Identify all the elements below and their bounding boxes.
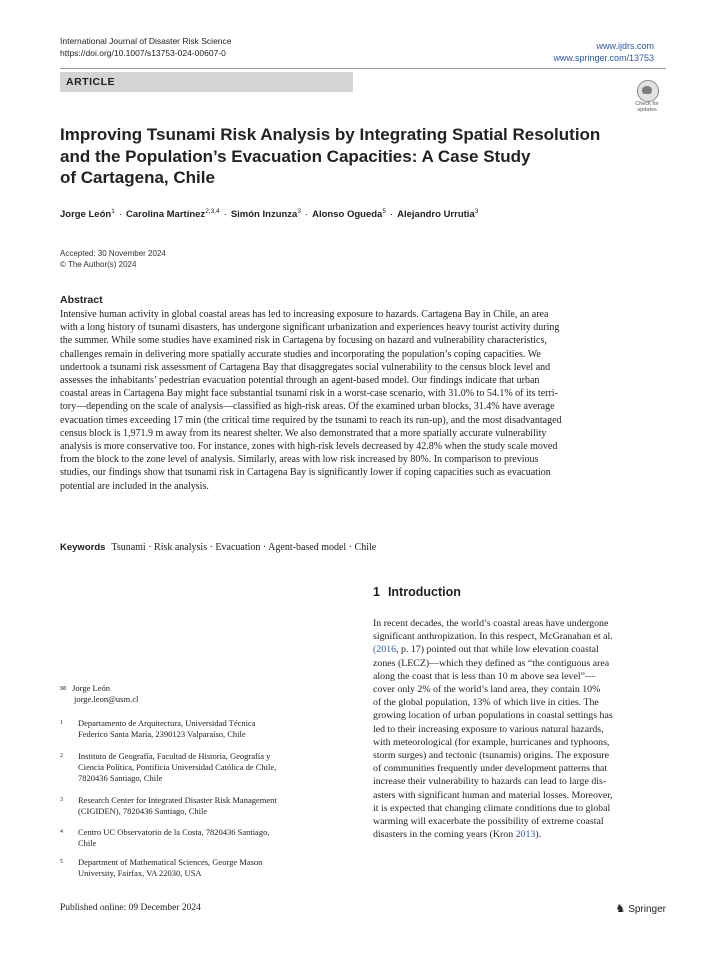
article-dates [60, 248, 166, 270]
author-name[interactable]: Alonso Ogueda [312, 209, 383, 221]
body-line: storm surges) and tectonic (tsunamis) origins. The exposure [373, 750, 610, 762]
journal-website-link[interactable]: www.ijdrs.com [596, 41, 654, 51]
author-affiliation-mark: 3 [297, 208, 301, 215]
affiliation-number: 2 [60, 753, 63, 759]
body-line: warming will exacerbate the possibility of extreme coastal [373, 816, 604, 828]
author-name[interactable]: Simón Inzunza [230, 209, 298, 221]
body-line: along the coast that is less than 10 m above sea level”— [373, 670, 595, 682]
published-online-date: Published online: 09 December 2024 [60, 903, 201, 913]
author-affiliation-mark: 3 [474, 208, 479, 215]
journal-links [553, 40, 654, 64]
author-list [60, 208, 478, 220]
title-line: and the Population’s Evacuation Capacities: A Case Study [60, 146, 531, 166]
author-separator: · [118, 209, 122, 221]
author-separator: · [304, 209, 309, 221]
affiliation-3: 3 Research Center for Integrated Disaster Risk Management (CIGIDEN), 7820436 Santiago, Chile [60, 795, 277, 816]
author-affiliation-mark: 2,3,4 [205, 208, 220, 215]
check-updates-label: Check for updates [635, 101, 659, 113]
abstract-line: tory—depending on the scale of analysis—classified as high-risk areas. Of the examined urban blocks, 31.4% have average [60, 401, 555, 413]
introduction-body [373, 617, 668, 841]
copyright-line: © The Author(s) 2024 [60, 260, 137, 269]
affiliation-number: 1 [60, 720, 63, 726]
affiliation-number: 3 [60, 797, 63, 803]
abstract-line: with a long history of tsunami disasters, has undergone significant urbanization and experiences heavy tourist activity during [60, 322, 560, 334]
body-line: of the global population, 13% of which live in cities. The [373, 697, 599, 709]
envelope-icon: ✉ [60, 684, 67, 693]
author-affiliation-mark: 1 [111, 208, 115, 215]
body-line: In recent decades, the world’s coastal areas have undergone [373, 618, 609, 629]
body-line: of communities frequently under development patterns that [373, 763, 608, 775]
abstract-line: studies, our findings show that tsunami risk in Cartagena Bay is significantly lower if coping capacities such as evacuation [60, 467, 551, 479]
abstract-line: undertook a tsunami risk assessment of Cartagena Bay that disaggregates social vulnerability to the census block level and [60, 361, 551, 373]
header-rule [60, 68, 666, 69]
author-affiliation-mark: 5 [382, 208, 386, 215]
section-heading-introduction [373, 585, 469, 599]
author-name[interactable]: Alejandro Urrutia [397, 209, 475, 221]
abstract-line: the summer. While some studies have examined risk in Cartagena by focusing on hazard and vulnerability characteristics, [60, 335, 547, 347]
affiliation-4: 4 Centro UC Observatorio de la Costa, 7820436 Santiago, Chile [60, 827, 270, 848]
affiliation-2: 2 Instituto de Geografía, Facultad de Historia, Geografía y Ciencia Política, Pontificia Universidad Católica de Chile, 7820436 Santiago, Chile [60, 751, 277, 783]
body-line: with meteorological (for example, hurricanes and typhoons, [373, 736, 610, 748]
body-line: led to their increasing exposure to various natural hazards, [373, 723, 604, 735]
abstract-line: Intensive human activity in global coastal areas has led to increasing exposure to hazards. Cartagena Bay in Chile, an area [60, 309, 549, 320]
abstract-text [60, 308, 667, 493]
corresponding-author-email[interactable]: jorge.leon@usm.cl [74, 694, 139, 704]
abstract-line: analysis is more conservative too. For instance, zones with high-risk levels decreased by 42.8% when the study scale moved [60, 441, 558, 453]
body-text: disasters in the coming years (Kron [373, 829, 516, 841]
body-text: , p. 17) pointed out that while low elevation coastal [396, 644, 599, 656]
body-line: it is expected that changing climate conditions due to global [373, 802, 611, 814]
keywords-label: Keywords [60, 542, 106, 553]
abstract-heading: Abstract [60, 294, 103, 306]
corresponding-author-name: Jorge León [72, 683, 110, 693]
author-name[interactable]: Jorge León [60, 209, 112, 221]
citation-link[interactable]: 2013 [515, 829, 536, 841]
journal-header [60, 35, 232, 59]
section-number: 1 [373, 585, 380, 599]
check-for-updates-badge[interactable] [628, 80, 666, 114]
abstract-line: challenges remain in delivering more spatially accurate studies and incorporating the population’s coping capacities. We [60, 348, 541, 360]
section-title: Introduction [387, 585, 461, 599]
body-line: significant anthropization. In this respect, McGranahan et al. [373, 631, 613, 643]
accepted-date: Accepted: 30 November 2024 [60, 249, 166, 258]
abstract-line: coastal areas in Cartagena Bay might face substantial tsunami risk in a worst-case scenario, with 31.0% to 54.1% of its terri- [60, 388, 558, 400]
check-updates-icon [637, 80, 659, 102]
title-line: Improving Tsunami Risk Analysis by Integrating Spatial Resolution [60, 125, 601, 144]
abstract-line: assesses the inhabitants’ pedestrian evacuation potential through an agent-based model. Our findings indicate that urban [60, 375, 540, 387]
keywords [60, 542, 376, 553]
author-separator: · [389, 209, 394, 221]
springer-logo [615, 902, 666, 915]
body-text: ). [535, 829, 542, 841]
paper-title [60, 124, 620, 189]
abstract-line: census block is 1,971.9 m away from its nearest shelter. We also demonstrated that a more spatially accurate vulnerability [60, 427, 547, 439]
affiliation-1: 1 Departamento de Arquitectura, Universidad Técnica Federico Santa María, 2390123 Valparaíso, Chile [60, 718, 256, 739]
body-line: asters with significant human and material losses. Moreover, [373, 789, 613, 801]
doi-link[interactable]: https://doi.org/10.1007/s13753-024-00607-0 [60, 48, 226, 58]
body-line: cover only 2% of the world’s land area, they contain 10% [373, 684, 601, 696]
body-line: growing location of urban populations in coastal settings has [373, 710, 613, 722]
abstract-line: potential are included in the analysis. [60, 480, 209, 492]
affiliation-5: 5 Department of Mathematical Sciences, George Mason University, Fairfax, VA 22030, USA [60, 857, 263, 878]
affiliation-number: 5 [60, 859, 63, 865]
body-line [373, 828, 668, 841]
springer-horse-icon: ♞ [615, 902, 626, 915]
body-line: zones (LECZ)—which they defined as “the contiguous area [373, 657, 610, 669]
author-separator: · [223, 209, 227, 221]
keywords-list: Tsunami · Risk analysis · Evacuation · Agent-based model · Chile [111, 542, 377, 553]
publisher-name: Springer [628, 904, 666, 915]
springer-website-link[interactable]: www.springer.com/13753 [553, 53, 654, 63]
corresponding-author [60, 683, 138, 705]
abstract-line: evacuation times exceeding 17 min (the critical time required by the tsunami to reach its run-up), and the most disadvantaged [60, 414, 562, 426]
citation-link[interactable]: (2016 [373, 644, 397, 656]
affiliation-number: 4 [60, 829, 63, 835]
body-line [373, 643, 668, 656]
author-name[interactable]: Carolina Martínez [126, 209, 206, 221]
title-line: of Cartagena, Chile [60, 168, 215, 187]
body-line: increase their vulnerability to hazards can lead to large dis- [373, 776, 607, 788]
journal-name: International Journal of Disaster Risk Science [60, 36, 232, 46]
abstract-line: from the block to the zone level of analysis. Similarly, areas with low risk increased by 80%. In comparison to previous [60, 454, 539, 466]
article-type-bar: ARTICLE [60, 72, 353, 92]
